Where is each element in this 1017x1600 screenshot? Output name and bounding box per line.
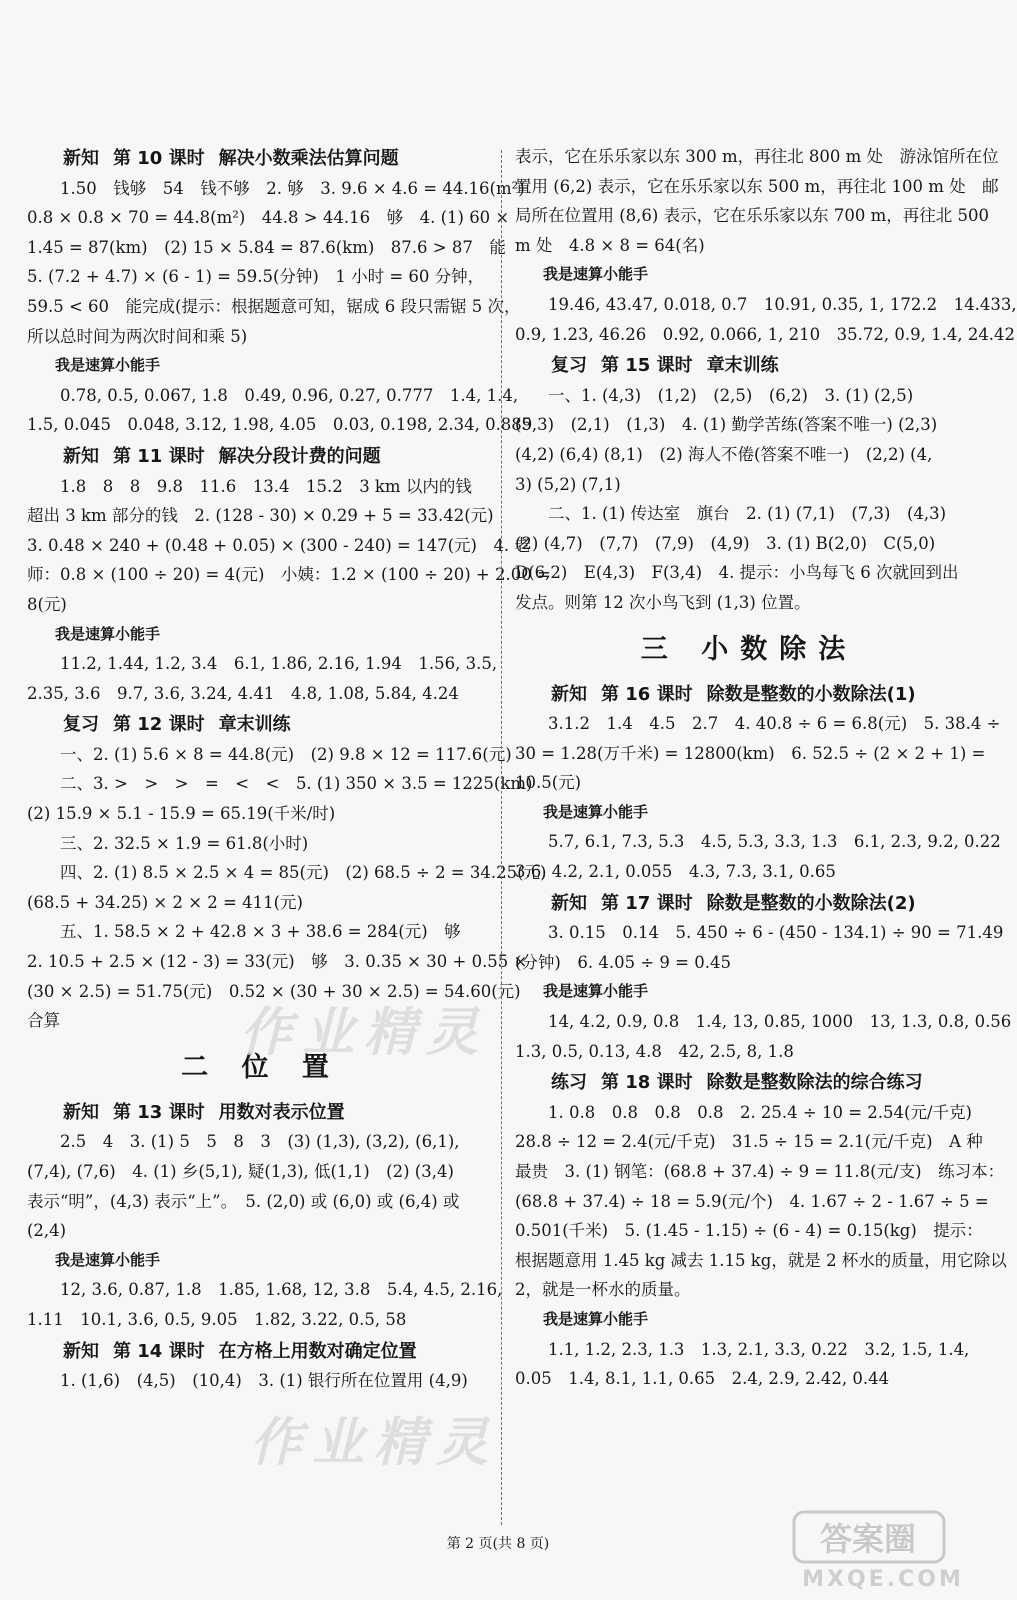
lesson-number: 第 14 课时 <box>113 1340 205 1362</box>
lesson-title: 用数对表示位置 <box>218 1101 345 1123</box>
answer-line: 12, 3.6, 0.87, 1.8 1.85, 1.68, 12, 3.8 5.4, 4.5, 2.16, <box>60 1280 503 1300</box>
answer-line: (2) 15.9 × 5.1 - 15.9 = 65.19(千米/时) <box>27 804 336 824</box>
lesson-type: 练习 <box>551 1072 587 1094</box>
chapter-title: 三 小数除法 <box>640 633 858 665</box>
section-label: 我是速算小能手 <box>55 624 161 643</box>
lesson-title: 除数是整数除法的综合练习 <box>706 1072 923 1094</box>
answer-line: 2，就是一杯水的质量。 <box>515 1280 691 1300</box>
lesson-title: 解决小数乘法估算问题 <box>218 148 399 169</box>
answer-line: (30 × 2.5) = 51.75(元) 0.52 × (30 + 30 × 2.5) = 54.60(元) <box>27 981 521 1001</box>
lesson-heading <box>515 351 983 381</box>
lesson-number: 第 16 课时 <box>601 683 693 705</box>
lesson-type: 复习 <box>63 714 99 736</box>
answer-line: 1.8 8 8 9.8 11.6 13.4 15.2 3 km 以内的钱 <box>60 476 472 496</box>
answer-line: 四、2. (1) 8.5 × 2.5 × 4 = 85(元) (2) 68.5 ÷ 2 = 34.25(元) <box>60 863 547 883</box>
answer-line: 1.3, 0.5, 0.13, 4.8 42, 2.5, 8, 1.8 <box>515 1041 794 1061</box>
answer-line: 1. 0.8 0.8 0.8 0.8 2. 25.4 ÷ 10 = 2.54(元/千克) <box>548 1102 972 1122</box>
section-label: 我是速算小能手 <box>543 802 649 821</box>
answer-line: 表示“明”，(4,3) 表示“上”。 5. (2,0) 或 (6,0) 或 (6,4) 或 <box>27 1191 460 1211</box>
lesson-title: 解决分段计费的问题 <box>218 445 381 467</box>
lesson-heading <box>515 889 983 919</box>
answer-line: 二、1. (1) 传达室 旗台 2. (1) (7,1) (7,3) (4,3) <box>548 504 947 524</box>
lesson-heading <box>27 1337 495 1367</box>
answer-line: 所以总时间为两次时间和乘 5) <box>27 326 248 346</box>
watermark: 作业精灵 <box>240 1003 489 1063</box>
lesson-number: 第 15 课时 <box>601 355 693 377</box>
lesson-heading <box>27 710 495 740</box>
lesson-number: 第 11 课时 <box>113 445 205 467</box>
answer-line: 1.50 钱够 54 钱不够 2. 够 3. 9.6 × 4.6 = 44.16(m²) <box>60 178 525 198</box>
lesson-type: 新知 <box>551 683 587 705</box>
column-divider <box>501 150 502 1525</box>
answer-line: 5. (7.2 + 4.7) × (6 - 1) = 59.5(分钟) 1 小时 = 60 分钟， <box>27 267 485 287</box>
answer-line: 置用 (6,2) 表示，它在乐乐家以东 500 m，再往北 100 m 处 邮 <box>515 176 999 196</box>
answer-line: 合算 <box>27 1011 60 1031</box>
answer-line: 3. 0.48 × 240 + (0.48 + 0.05) × (300 - 240) = 147(元) 4. 老 <box>27 535 531 555</box>
answer-line: 三、2. 32.5 × 1.9 = 61.8(小时) <box>60 833 309 853</box>
answer-line: 5.7, 6.1, 7.3, 5.3 4.5, 5.3, 3.3, 1.3 6.1, 2.3, 9.2, 0.22 <box>548 832 1001 852</box>
lesson-heading <box>27 442 495 472</box>
answer-line: (4,2) (6,4) (8,1) (2) 海人不倦(答案不唯一) (2,2) (4, <box>515 444 933 464</box>
answer-line: 30 = 1.28(万千米) = 12800(km) 6. 52.5 ÷ (2 × 2 + 1) = <box>515 743 986 763</box>
answer-line: 局所在位置用 (8,6) 表示，它在乐乐家以东 700 m，再往北 500 <box>515 206 989 226</box>
lesson-number: 第 10 课时 <box>113 148 205 169</box>
lesson-number: 第 17 课时 <box>601 892 693 914</box>
answer-line: 发点。则第 12 次小鸟飞到 (1,3) 位置。 <box>515 592 811 612</box>
logo-subtext: MXQE.COM <box>802 1567 964 1592</box>
answer-line: 根据题意用 1.45 kg 减去 1.15 kg，就是 2 杯水的质量，用它除以 <box>515 1250 1007 1270</box>
answer-line: 2.35, 3.6 9.7, 3.6, 3.24, 4.41 4.8, 1.08, 5.84, 4.24 <box>27 683 459 703</box>
answer-line: 2. 10.5 + 2.5 × (12 - 3) = 33(元) 够 3. 0.35 × 30 + 0.55 × <box>27 952 528 972</box>
lesson-heading <box>515 680 983 710</box>
answer-line: 五、1. 58.5 × 2 + 42.8 × 3 + 38.6 = 284(元) 够 <box>60 922 461 942</box>
answer-line: (分钟) 6. 4.05 ÷ 9 = 0.45 <box>515 952 731 972</box>
lesson-heading <box>27 144 495 174</box>
lesson-type: 复习 <box>551 355 587 377</box>
lesson-heading <box>27 1098 495 1128</box>
answer-line: (2) (4,7) (7,7) (7,9) (4,9) 3. (1) B(2,0) C(5,0) <box>515 533 936 553</box>
answer-line: 0.05 1.4, 8.1, 1.1, 0.65 2.4, 2.9, 2.42, 0.44 <box>515 1369 890 1389</box>
right-column <box>515 142 1017 1394</box>
answer-line: 3. 0.15 0.14 5. 450 ÷ 6 - (450 - 134.1) ÷ 90 = 71.49 <box>548 923 1004 943</box>
answer-line: 0.501(千米) 5. (1.45 - 1.15) ÷ (6 - 4) = 0.15(kg) 提示： <box>515 1221 983 1241</box>
answer-line: 0.8 × 0.8 × 70 = 44.8(m²) 44.8 > 44.16 够 4. (1) 60 × <box>27 208 510 228</box>
answer-line: 0.78, 0.5, 0.067, 1.8 0.49, 0.96, 0.27, 0.777 1.4, 1.4, <box>60 385 519 405</box>
answer-line: 1.1, 1.2, 2.3, 1.3 1.3, 2.1, 3.3, 0.22 3.2, 1.5, 1.4, <box>548 1339 970 1359</box>
answer-line: 师：0.8 × (100 ÷ 20) = 4(元) 小姨：1.2 × (100 ÷ 20) + 2.00 = <box>27 565 551 585</box>
lesson-type: 新知 <box>63 445 99 467</box>
lesson-number: 第 12 课时 <box>113 714 205 736</box>
watermark: 作业精灵 <box>250 1413 499 1473</box>
section-label: 我是速算小能手 <box>543 265 649 284</box>
answer-line: 10.5(元) <box>515 773 582 793</box>
answer-line: 28.8 ÷ 12 = 2.4(元/千克) 31.5 ÷ 15 = 2.1(元/千克) A 种 <box>515 1132 983 1152</box>
answer-line: 19.46, 43.47, 0.018, 0.7 10.91, 0.35, 1, 172.2 14.433, <box>548 294 1017 314</box>
lesson-type: 新知 <box>63 1101 99 1123</box>
answer-line: (68.8 + 37.4) ÷ 18 = 5.9(元/个) 4. 1.67 ÷ 2 - 1.67 ÷ 5 = <box>515 1191 989 1211</box>
answer-line: 表示，它在乐乐家以东 300 m，再往北 800 m 处 游泳馆所在位 <box>515 147 999 166</box>
answer-line: 3) (5,2) (7,1) <box>515 474 621 494</box>
lesson-title: 章末训练 <box>706 355 779 377</box>
answer-line: D(6,2) E(4,3) F(3,4) 4. 提示：小鸟每飞 6 次就回到出 <box>515 563 959 583</box>
page-footer: 第 2 页(共 8 页) <box>446 1536 550 1552</box>
lesson-heading <box>515 1068 983 1098</box>
answer-line: 一、2. (1) 5.6 × 8 = 44.8(元) (2) 9.8 × 12 = 117.6(元) <box>60 744 512 764</box>
answer-line: (2,4) <box>27 1221 67 1241</box>
answer-line: 1.5, 0.045 0.048, 3.12, 1.98, 4.05 0.03, 0.198, 2.34, 0.889 <box>27 415 533 435</box>
answer-line: 14, 4.2, 0.9, 0.8 1.4, 13, 0.85, 1000 13, 1.3, 0.8, 0.56 <box>548 1012 1012 1032</box>
section-label: 我是速算小能手 <box>55 1250 161 1269</box>
answer-line: (5,3) (2,1) (1,3) 4. (1) 勤学苦练(答案不唯一) (2,3) <box>515 415 938 435</box>
answer-line: 1.45 = 87(km) (2) 15 × 5.84 = 87.6(km) 87.6 > 87 能 <box>27 237 506 257</box>
answer-line: 59.5 < 60 能完成(提示：根据题意可知，锯成 6 段只需锯 5 次， <box>27 296 521 316</box>
lesson-title: 在方格上用数对确定位置 <box>218 1340 417 1362</box>
answer-line: 超出 3 km 部分的钱 2. (128 - 30) × 0.29 + 5 = 33.42(元) <box>27 506 494 526</box>
answer-line: 8(元) <box>27 594 67 614</box>
section-label: 我是速算小能手 <box>55 356 161 375</box>
logo-text: 答案圈 <box>819 1520 917 1558</box>
answer-line: 3.6, 4.2, 2.1, 0.055 4.3, 7.3, 3.1, 0.65 <box>515 862 836 882</box>
section-label: 我是速算小能手 <box>543 1309 649 1328</box>
answer-line: 0.9, 1.23, 46.26 0.92, 0.066, 1, 210 35.72, 0.9, 1.4, 24.42 <box>515 324 1016 344</box>
answer-line: 一、1. (4,3) (1,2) (2,5) (6,2) 3. (1) (2,5) <box>548 385 914 405</box>
lesson-type: 新知 <box>63 148 99 169</box>
answer-line: (7,4), (7,6) 4. (1) 乡(5,1), 疑(1,3), 低(1,1) (2) (3,4) <box>27 1162 454 1181</box>
answer-line: 2.5 4 3. (1) 5 5 8 3 (3) (1,3), (3,2), (6,1), <box>60 1132 460 1152</box>
lesson-title: 章末训练 <box>218 714 291 736</box>
answer-line: 3.1.2 1.4 4.5 2.7 4. 40.8 ÷ 6 = 6.8(元) 5. 38.4 ÷ <box>548 714 1001 734</box>
lesson-number: 第 18 课时 <box>601 1072 693 1094</box>
lesson-title: 除数是整数的小数除法(2) <box>706 892 916 914</box>
lesson-number: 第 13 课时 <box>113 1101 205 1123</box>
answer-line: m 处 4.8 × 8 = 64(名) <box>515 235 705 255</box>
section-label: 我是速算小能手 <box>543 982 649 1001</box>
answer-line: (68.5 + 34.25) × 2 × 2 = 411(元) <box>27 892 303 912</box>
lesson-type: 新知 <box>63 1340 99 1362</box>
answer-line: 1. (1,6) (4,5) (10,4) 3. (1) 银行所在位置用 (4,9) <box>60 1371 468 1391</box>
site-logo <box>788 1508 978 1592</box>
answer-line: 11.2, 1.44, 1.2, 3.4 6.1, 1.86, 2.16, 1.94 1.56, 3.5, <box>60 654 498 674</box>
answer-line: 1.11 10.1, 3.6, 0.5, 9.05 1.82, 3.22, 0.5, 58 <box>27 1309 407 1329</box>
lesson-type: 新知 <box>551 892 587 914</box>
lesson-title: 除数是整数的小数除法(1) <box>706 683 916 705</box>
chapter-title: 二 位 置 <box>181 1051 341 1083</box>
answer-line: 最贵 3. (1) 钢笔：(68.8 + 37.4) ÷ 9 = 11.8(元/支) 练习本： <box>515 1162 1005 1181</box>
answer-line: 二、3. > > > = < < 5. (1) 350 × 3.5 = 1225(km) <box>60 774 533 794</box>
